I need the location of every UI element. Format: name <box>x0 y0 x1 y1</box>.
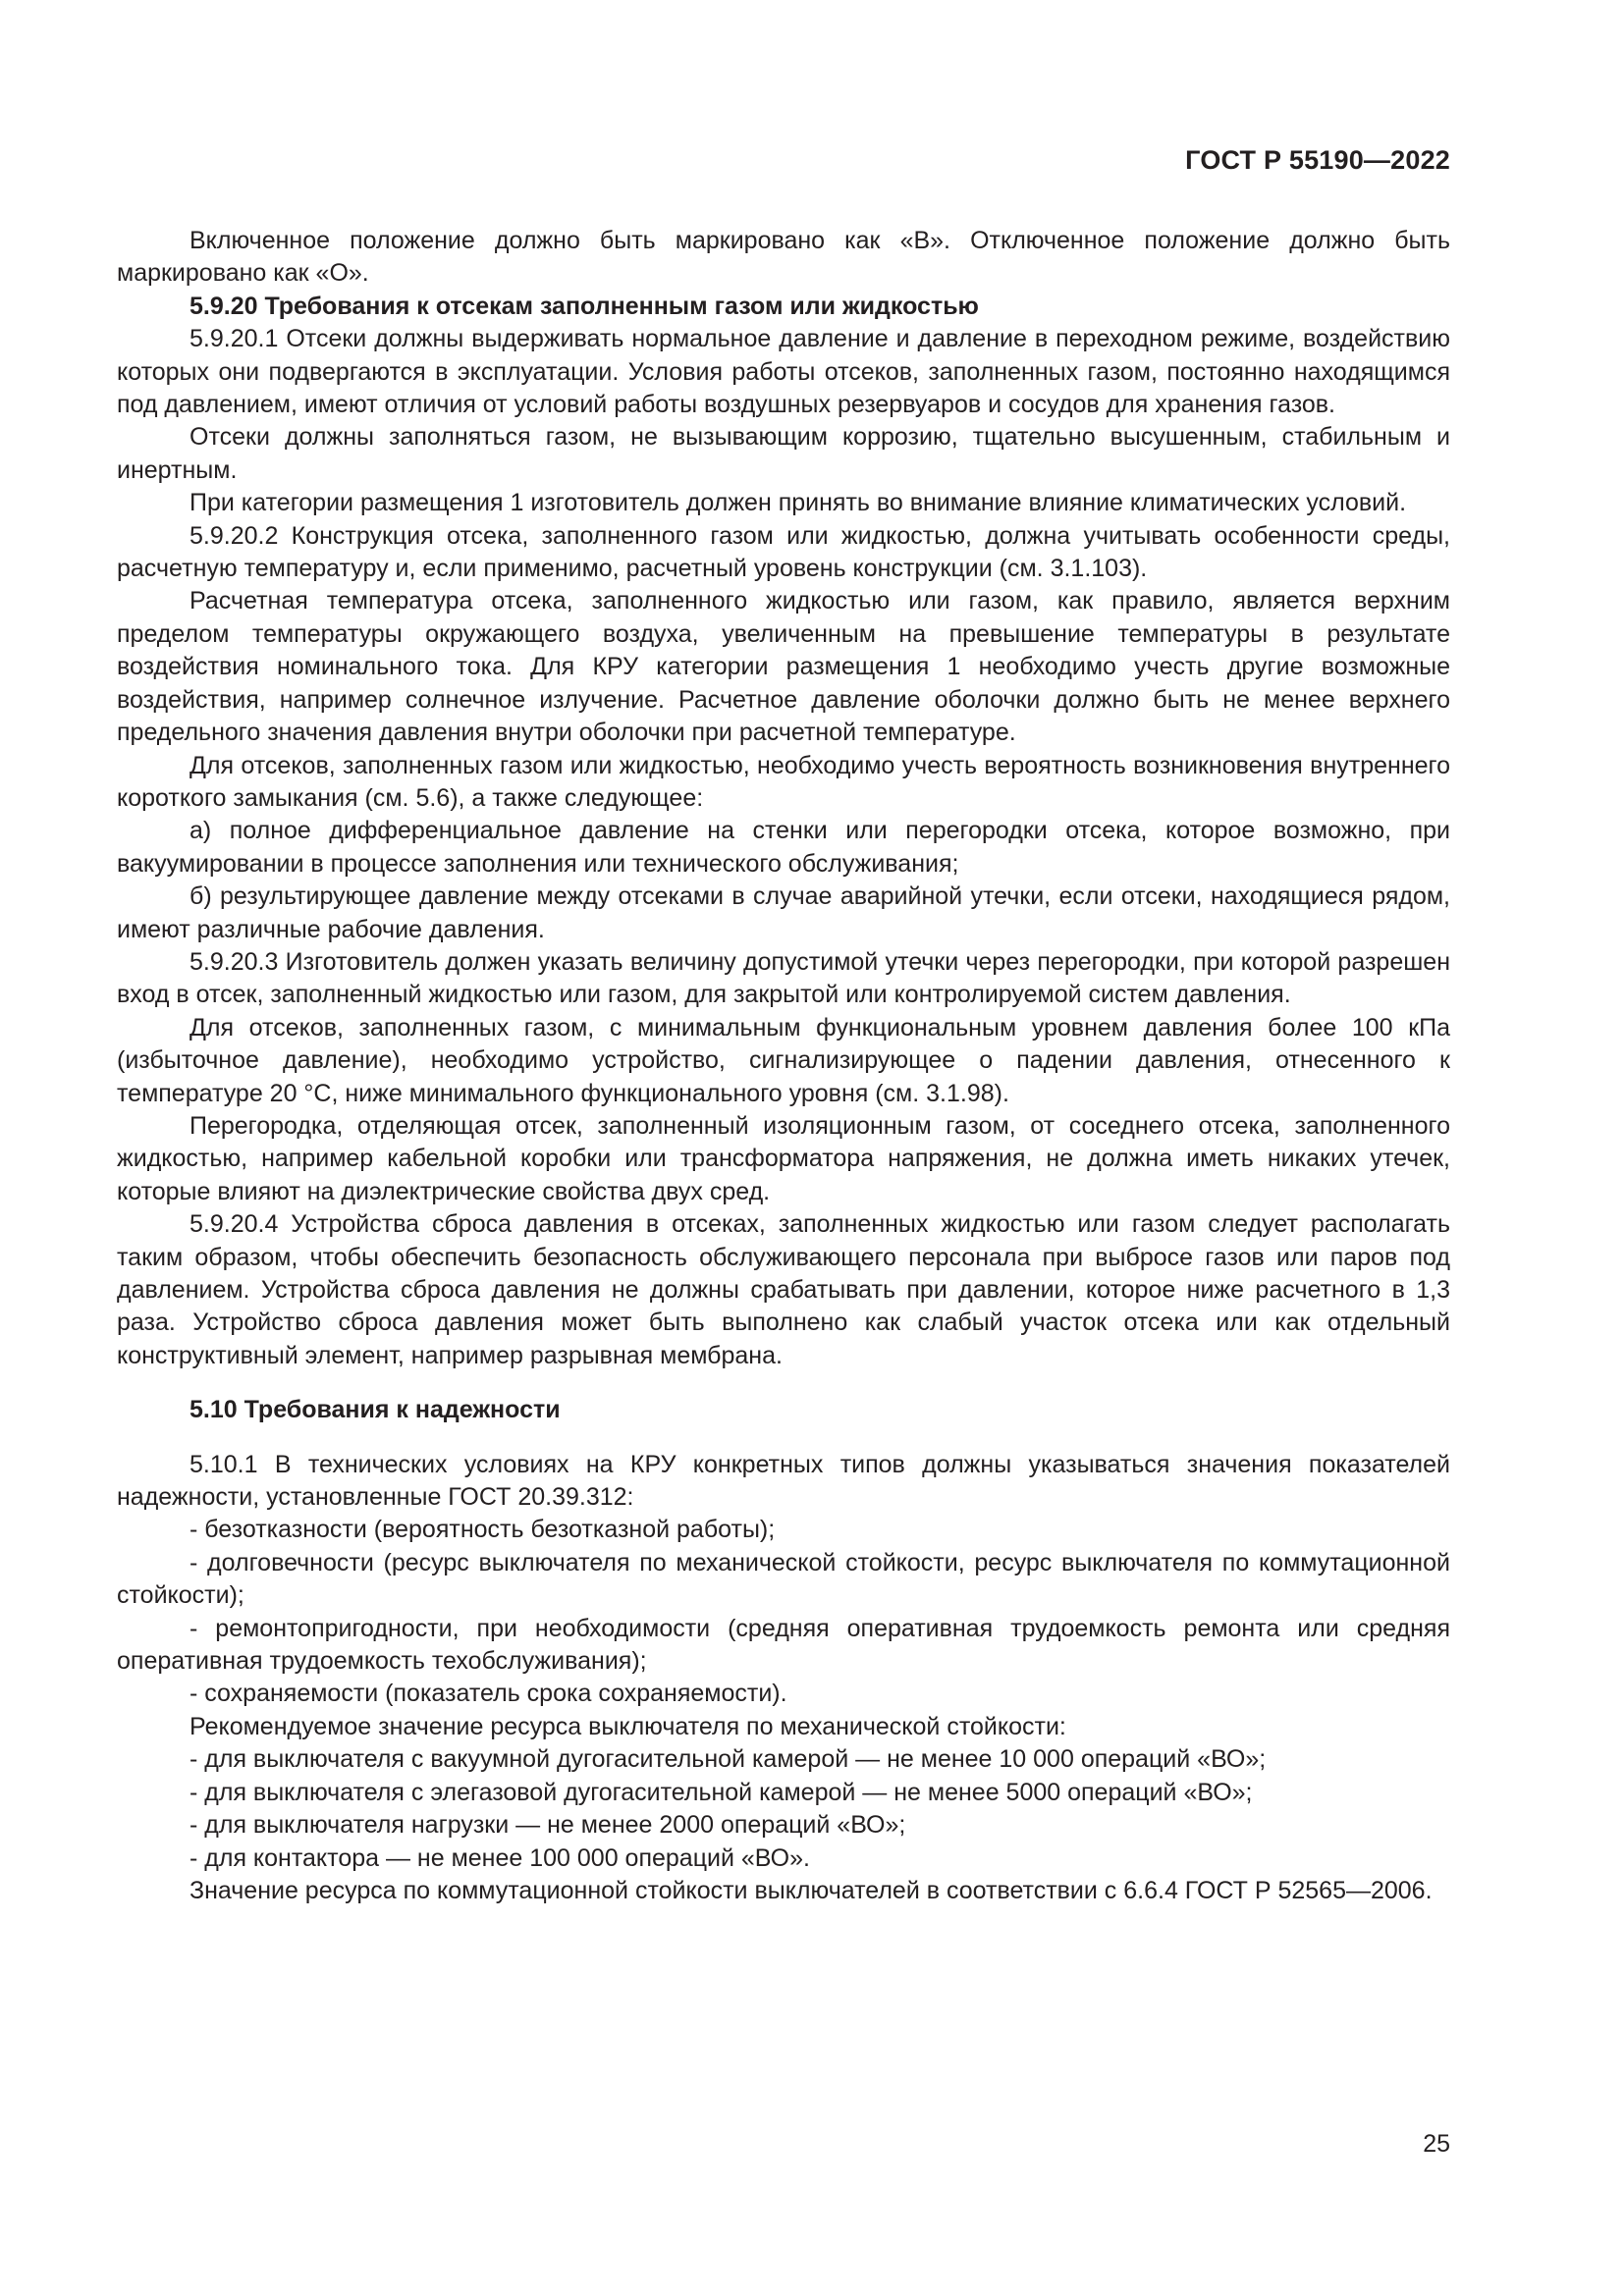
paragraph-5-9-20-4: 5.9.20.4 Устройства сброса давления в отсеках, заполненных жидкостью или газом следует располагать таким образом, чтобы обеспечить безопасность обслуживающего персонала при выбросе газов или паров под давлением. Устройства сброса давления не должны срабатывать при давлении, которое ниже расчетного в 1,3 раза. Устройство сброса давления может быть выполнено как слабый участок отсека или как отдельный конструктивный элемент, например разрывная мембрана. <box>117 1210 1450 1369</box>
paragraph-climate-conditions: При категории размещения 1 изготовитель должен принять во внимание влияние климатических условий. <box>189 489 1407 517</box>
heading-5-9-20: 5.9.20 Требования к отсекам заполненным газом или жидкостью <box>189 292 979 320</box>
paragraph-switching-resource: Значение ресурса по коммутационной стойкости выключателей в соответствии с 6.6.4 ГОСТ Р 52565—2006. <box>189 1876 1433 1904</box>
list-item-storability: - сохраняемости (показатель срока сохраняемости). <box>189 1680 787 1708</box>
document-code-header: ГОСТ Р 55190—2022 <box>1185 145 1450 175</box>
paragraph-5-9-20-2: 5.9.20.2 Конструкция отсека, заполненного газом или жидкостью, должна учитывать особенности среды, расчетную температуру и, если применимо, расчетный уровень конструкции (см. 3.1.103). <box>117 521 1450 583</box>
paragraph-recommended-resource: Рекомендуемое значение ресурса выключателя по механической стойкости: <box>189 1712 1066 1740</box>
heading-5-10: 5.10 Требования к надежности <box>189 1396 561 1424</box>
paragraph-switch-marking: Включенное положение должно быть маркировано как «В». Отключенное положение должно быть маркировано как «О». <box>117 227 1450 288</box>
paragraph-pressure-signal: Для отсеков, заполненных газом, с минимальным функциональным уровнем давления более 100 кПа (избыточное давление), необходимо устройство, сигнализирующее о падении давления, отнесенного к температуре 20 °С, ниже минимального функционального уровня (см. 3.1.98). <box>117 1013 1450 1107</box>
list-item-durability: - долговечности (ресурс выключателя по механической стойкости, ресурс выключателя по коммутационной стойкости); <box>117 1548 1450 1610</box>
list-item-b: б) результирующее давление между отсеками в случае аварийной утечки, если отсеки, находящиеся рядом, имеют различные рабочие давления. <box>117 882 1450 943</box>
paragraph-design-temperature: Расчетная температура отсека, заполненного жидкостью или газом, как правило, является верхним пределом температуры окружающего воздуха, увеличенным на превышение температуры в результате воздействия номинального тока. Для КРУ категории размещения 1 необходимо учесть другие возможные воздействия, например солнечное излучение. Расчетное давление оболочки должно быть не менее верхнего предельного значения давления внутри оболочки при расчетной температуре. <box>117 587 1450 747</box>
paragraph-5-10-1: 5.10.1 В технических условиях на КРУ конкретных типов должны указываться значения показателей надежности, установленные ГОСТ 20.39.312: <box>117 1450 1450 1512</box>
paragraph-5-9-20-3: 5.9.20.3 Изготовитель должен указать величину допустимой утечки через перегородки, при которой разрешен вход в отсек, заполненный жидкостью или газом, для закрытой или контролируемой систем давления. <box>117 947 1450 1009</box>
list-item-maintainability: - ремонтопригодности, при необходимости (средняя оперативная трудоемкость ремонта или средняя оперативная трудоемкость техобслуживания); <box>117 1614 1450 1676</box>
paragraph-gas-filling: Отсеки должны заполняться газом, не вызывающим коррозию, тщательно высушенным, стабильным и инертным. <box>117 423 1450 484</box>
paragraph-5-9-20-1: 5.9.20.1 Отсеки должны выдерживать нормальное давление и давление в переходном режиме, воздействию которых они подвергаются в эксплуатации. Условия работы отсеков, заполненных газом, постоянно находящимся под давлением, имеют отличия от условий работы воздушных резервуаров и сосудов для хранения газов. <box>117 325 1450 419</box>
document-body <box>117 225 1450 1907</box>
list-item-reliability: - безотказности (вероятность безотказной работы); <box>189 1516 776 1544</box>
paragraph-short-circuit: Для отсеков, заполненных газом или жидкостью, необходимо учесть вероятность возникновения внутреннего короткого замыкания (см. 5.6), а также следующее: <box>117 751 1450 812</box>
list-item-a: а) полное дифференциальное давление на стенки или перегородки отсека, которое возможно, при вакуумировании в процессе заполнения или технического обслуживания; <box>117 817 1450 878</box>
page-number: 25 <box>1423 2130 1450 2158</box>
list-item-load-switch: - для выключателя нагрузки — не менее 2000 операций «ВО»; <box>189 1811 906 1840</box>
list-item-sf6-breaker: - для выключателя с элегазовой дугогасительной камерой — не менее 5000 операций «ВО»; <box>189 1778 1253 1806</box>
list-item-contactor: - для контактора — не менее 100 000 операций «ВО». <box>189 1843 810 1872</box>
list-item-vacuum-breaker: - для выключателя с вакуумной дугогасительной камерой — не менее 10 000 операций «ВО»; <box>189 1745 1267 1774</box>
paragraph-partition: Перегородка, отделяющая отсек, заполненный изоляционным газом, от соседнего отсека, заполненного жидкостью, например кабельной коробки или трансформатора напряжения, не должна иметь никаких утечек, которые влияют на диэлектрические свойства двух сред. <box>117 1111 1450 1205</box>
